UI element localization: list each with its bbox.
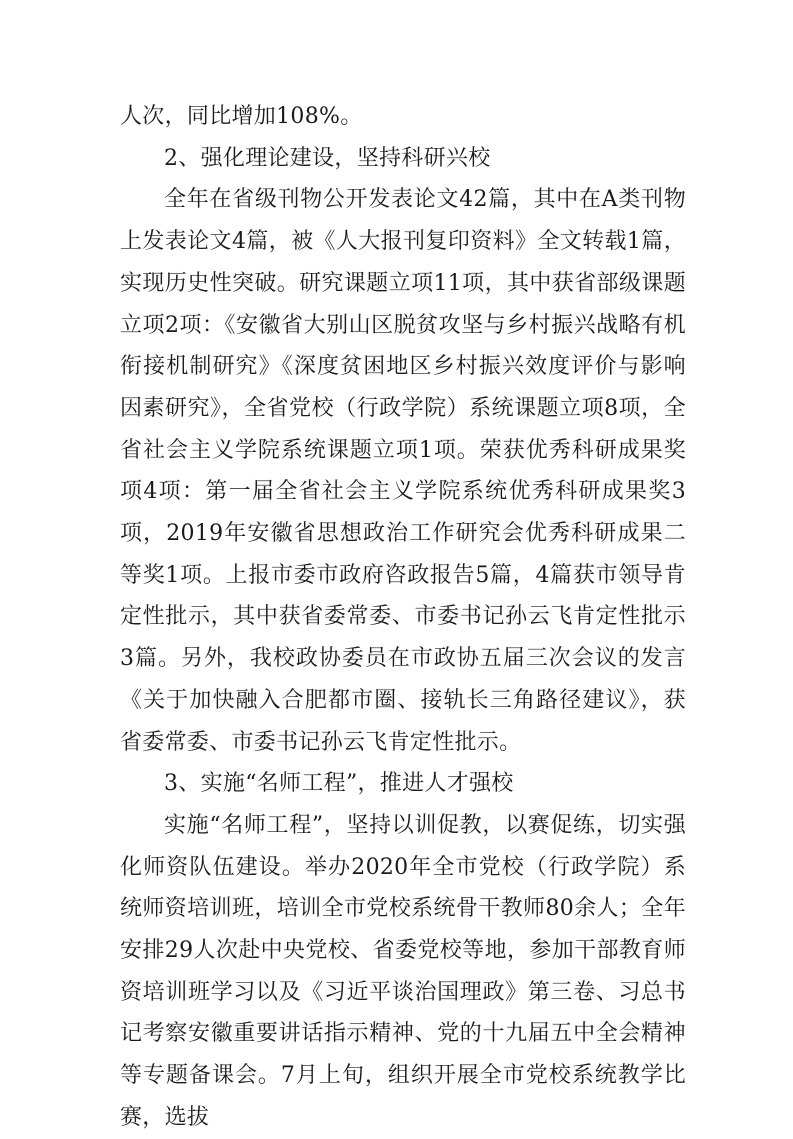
section-heading-talent: 3、实施“名师工程”，推进人才强校	[164, 771, 514, 797]
document-body	[120, 96, 686, 1139]
section-heading-research: 2、强化理论建设，坚持科研兴校	[164, 145, 491, 171]
paragraph-talent: 实施“名师工程”，坚持以训促教，以赛促练，切实强化师资队伍建设。举办2020年全市党校（行政学院）系统师资培训班，培训全市党校系统骨干教师80余人；全年安排29人次赴中央党校、省委党校等地，参加干部教育师资培训班学习以及《习近平谈治国理政》第三卷、习总书记考察安徽重要讲话指示精神、党的十九届五中全会精神等专题备课会。7月上旬，组织开展全市党校系统教学比赛，选拔	[120, 812, 686, 1130]
paragraph-continuation: 人次，同比增加108%。	[120, 104, 363, 129]
paragraph-research: 全年在省级刊物公开发表论文42篇，其中在A类刊物上发表论文4篇，被《人大报刊复印资料》全文转载1篇，实现历史性突破。研究课题立项11项，其中获省部级课题立项2项：《安徽省大别山区脱贫攻坚与乡村振兴战略有机衔接机制研究》《深度贫困地区乡村振兴效度评价与影响因素研究》，全省党校（行政学院）系统课题立项8项，全省社会主义学院系统课题立项1项。荣获优秀科研成果奖项4项：第一届全省社会主义学院系统优秀科研成果奖3项，2019年安徽省思想政治工作研究会优秀科研成果二等奖1项。上报市委市政府咨政报告5篇，4篇获市领导肯定性批示，其中获省委常委、市委书记孙云飞肯定性批示3篇。另外，我校政协委员在市政协五届三次会议的发言《关于加快融入合肥都市圈、接轨长三角路径建议》，获省委常委、市委书记孙云飞肯定性批示。	[120, 187, 686, 755]
